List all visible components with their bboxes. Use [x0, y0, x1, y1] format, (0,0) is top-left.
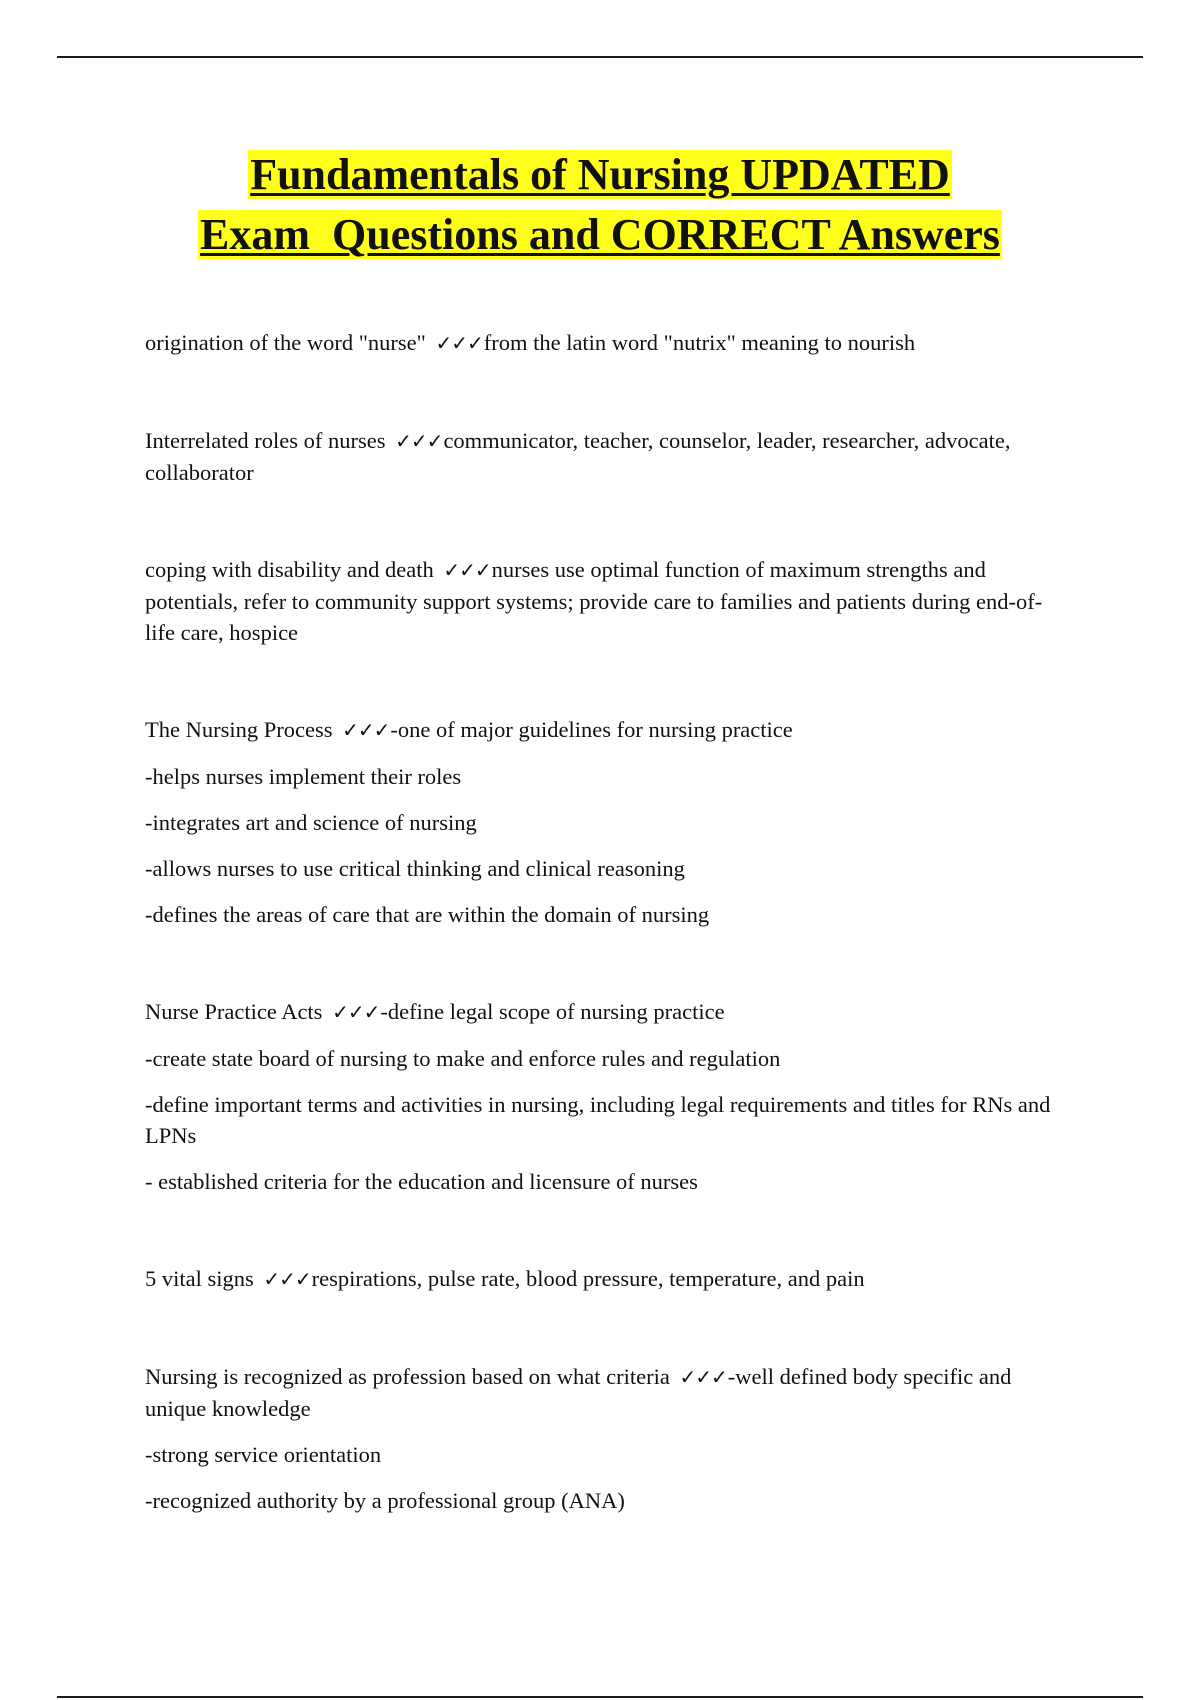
checkmark-icon: ✓✓✓: [443, 558, 491, 582]
qa-term: Nurse Practice Acts: [145, 999, 323, 1024]
qa-question-line: [145, 554, 1065, 648]
qa-term: Nursing is recognized as profession based on what criteria: [145, 1364, 670, 1389]
document-title: [0, 145, 1200, 265]
title-line-1: Fundamentals of Nursing UPDATED: [250, 150, 950, 199]
bottom-rule: [57, 1696, 1143, 1698]
title-line-2: Exam Questions and CORRECT Answers: [200, 210, 1000, 259]
qa-question-line: [145, 996, 1065, 1028]
qa-answer: -one of major guidelines for nursing practice: [390, 717, 793, 742]
top-rule: [57, 56, 1143, 58]
qa-bullet: -integrates art and science of nursing: [145, 810, 477, 835]
qa-bullet: -strong service orientation: [145, 1442, 382, 1467]
qa-question-line: [145, 425, 1065, 488]
qa-answer: from the latin word "nutrix" meaning to nourish: [483, 330, 916, 355]
qa-question-line: [145, 327, 1065, 359]
checkmark-icon: ✓✓✓: [435, 331, 483, 355]
checkmark-icon: ✓✓✓: [263, 1267, 311, 1291]
qa-term: The Nursing Process: [145, 717, 333, 742]
qa-answer: -well defined body specific and unique knowledge: [145, 1364, 1012, 1421]
qa-entry: [145, 1361, 1065, 1516]
qa-bullet: -create state board of nursing to make and enforce rules and regulation: [145, 1046, 781, 1071]
qa-question-line: [145, 1263, 1065, 1295]
qa-bullet: -helps nurses implement their roles: [145, 764, 462, 789]
qa-question-line: [145, 714, 1065, 746]
qa-bullet: -define important terms and activities in nursing, including legal requirements and titles for RNs and LPNs: [145, 1092, 1051, 1148]
qa-answer: nurses use optimal function of maximum strengths and potentials, refer to community support systems; provide care to families and patients during end-of-life care, hospice: [145, 557, 1043, 645]
qa-bullet: -recognized authority by a professional group (ANA): [145, 1488, 625, 1513]
qa-term: coping with disability and death: [145, 557, 434, 582]
qa-bullet: -defines the areas of care that are within the domain of nursing: [145, 902, 710, 927]
qa-answer: respirations, pulse rate, blood pressure, temperature, and pain: [311, 1266, 865, 1291]
qa-term: Interrelated roles of nurses: [145, 428, 386, 453]
qa-entry: [145, 1263, 1065, 1295]
checkmark-icon: ✓✓✓: [332, 1000, 380, 1024]
qa-term: origination of the word "nurse": [145, 330, 426, 355]
qa-entry: [145, 554, 1065, 648]
qa-entry: [145, 714, 1065, 930]
qa-answer: communicator, teacher, counselor, leader, researcher, advocate, collaborator: [145, 428, 1011, 485]
qa-entry: [145, 996, 1065, 1197]
qa-entry: [145, 327, 1065, 359]
qa-term: 5 vital signs: [145, 1266, 254, 1291]
qa-question-line: [145, 1361, 1065, 1424]
qa-bullet: -allows nurses to use critical thinking and clinical reasoning: [145, 856, 685, 881]
checkmark-icon: ✓✓✓: [679, 1365, 727, 1389]
checkmark-icon: ✓✓✓: [342, 718, 390, 742]
qa-bullet: - established criteria for the education and licensure of nurses: [145, 1169, 698, 1194]
checkmark-icon: ✓✓✓: [395, 429, 443, 453]
qa-list: [145, 327, 1065, 1582]
qa-answer: -define legal scope of nursing practice: [380, 999, 725, 1024]
qa-entry: [145, 425, 1065, 488]
